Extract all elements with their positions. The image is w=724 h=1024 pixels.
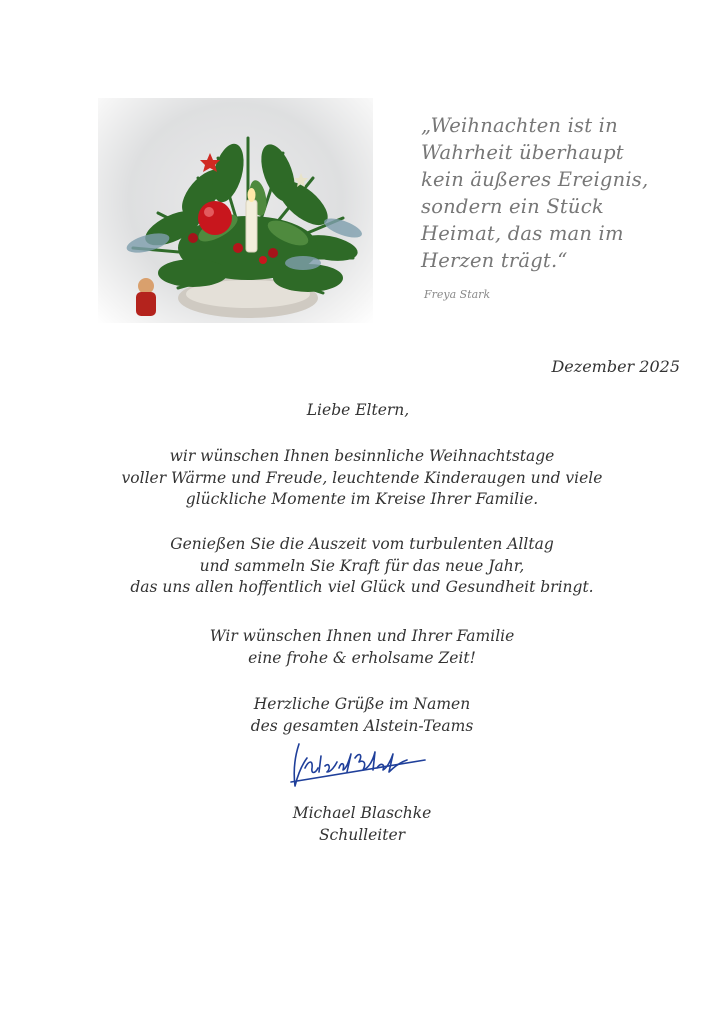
quote-line: Wahrheit überhaupt bbox=[421, 141, 624, 164]
quote bbox=[421, 112, 701, 274]
greeting-text: Liebe Eltern, bbox=[306, 401, 410, 419]
paragraph-line: und sammeln Sie Kraft für das neue Jahr, bbox=[199, 556, 525, 575]
paragraph-line: Wir wünschen Ihnen und Ihrer Familie bbox=[209, 627, 515, 645]
paragraph-line: das uns allen hoffentlich viel Glück und Gesundheit bringt. bbox=[130, 578, 594, 596]
greeting bbox=[0, 400, 720, 422]
paragraph-family bbox=[0, 626, 724, 669]
paragraph-line: wir wünschen Ihnen besinnliche Weihnachtstage bbox=[169, 447, 555, 465]
paragraph-line: voller Wärme und Freude, leuchtende Kinderaugen und viele bbox=[121, 468, 603, 487]
paragraph-line: Genießen Sie die Auszeit vom turbulenten Alltag bbox=[170, 535, 554, 553]
quote-line: sondern ein Stück bbox=[421, 195, 604, 218]
closing-line: des gesamten Alstein-Teams bbox=[250, 716, 474, 735]
paragraph-line: glückliche Momente im Kreise Ihrer Familie. bbox=[185, 490, 539, 508]
signer-name: Michael Blaschke bbox=[292, 804, 432, 822]
closing bbox=[0, 694, 724, 737]
quote-author: Freya Stark bbox=[424, 288, 491, 301]
signer-title: Schulleiter bbox=[318, 825, 406, 844]
paragraph-line: eine frohe & erholsame Zeit! bbox=[248, 648, 476, 667]
quote-line: „Weihnachten ist in bbox=[421, 114, 618, 137]
signer-block bbox=[0, 803, 724, 846]
quote-line: kein äußeres Ereignis, bbox=[421, 168, 649, 191]
handwritten-signature bbox=[285, 738, 435, 797]
quote-line: Herzen trägt.“ bbox=[421, 249, 568, 272]
letter-date: Dezember 2025 bbox=[551, 357, 680, 376]
closing-line: Herzliche Grüße im Namen bbox=[253, 695, 471, 713]
paragraph-wishes bbox=[0, 446, 724, 511]
christmas-arrangement-photo bbox=[98, 98, 373, 323]
paragraph-new-year bbox=[0, 534, 724, 599]
quote-line: Heimat, das man im bbox=[421, 222, 624, 245]
signature-icon bbox=[285, 738, 435, 793]
christmas-arrangement-icon bbox=[98, 98, 373, 323]
